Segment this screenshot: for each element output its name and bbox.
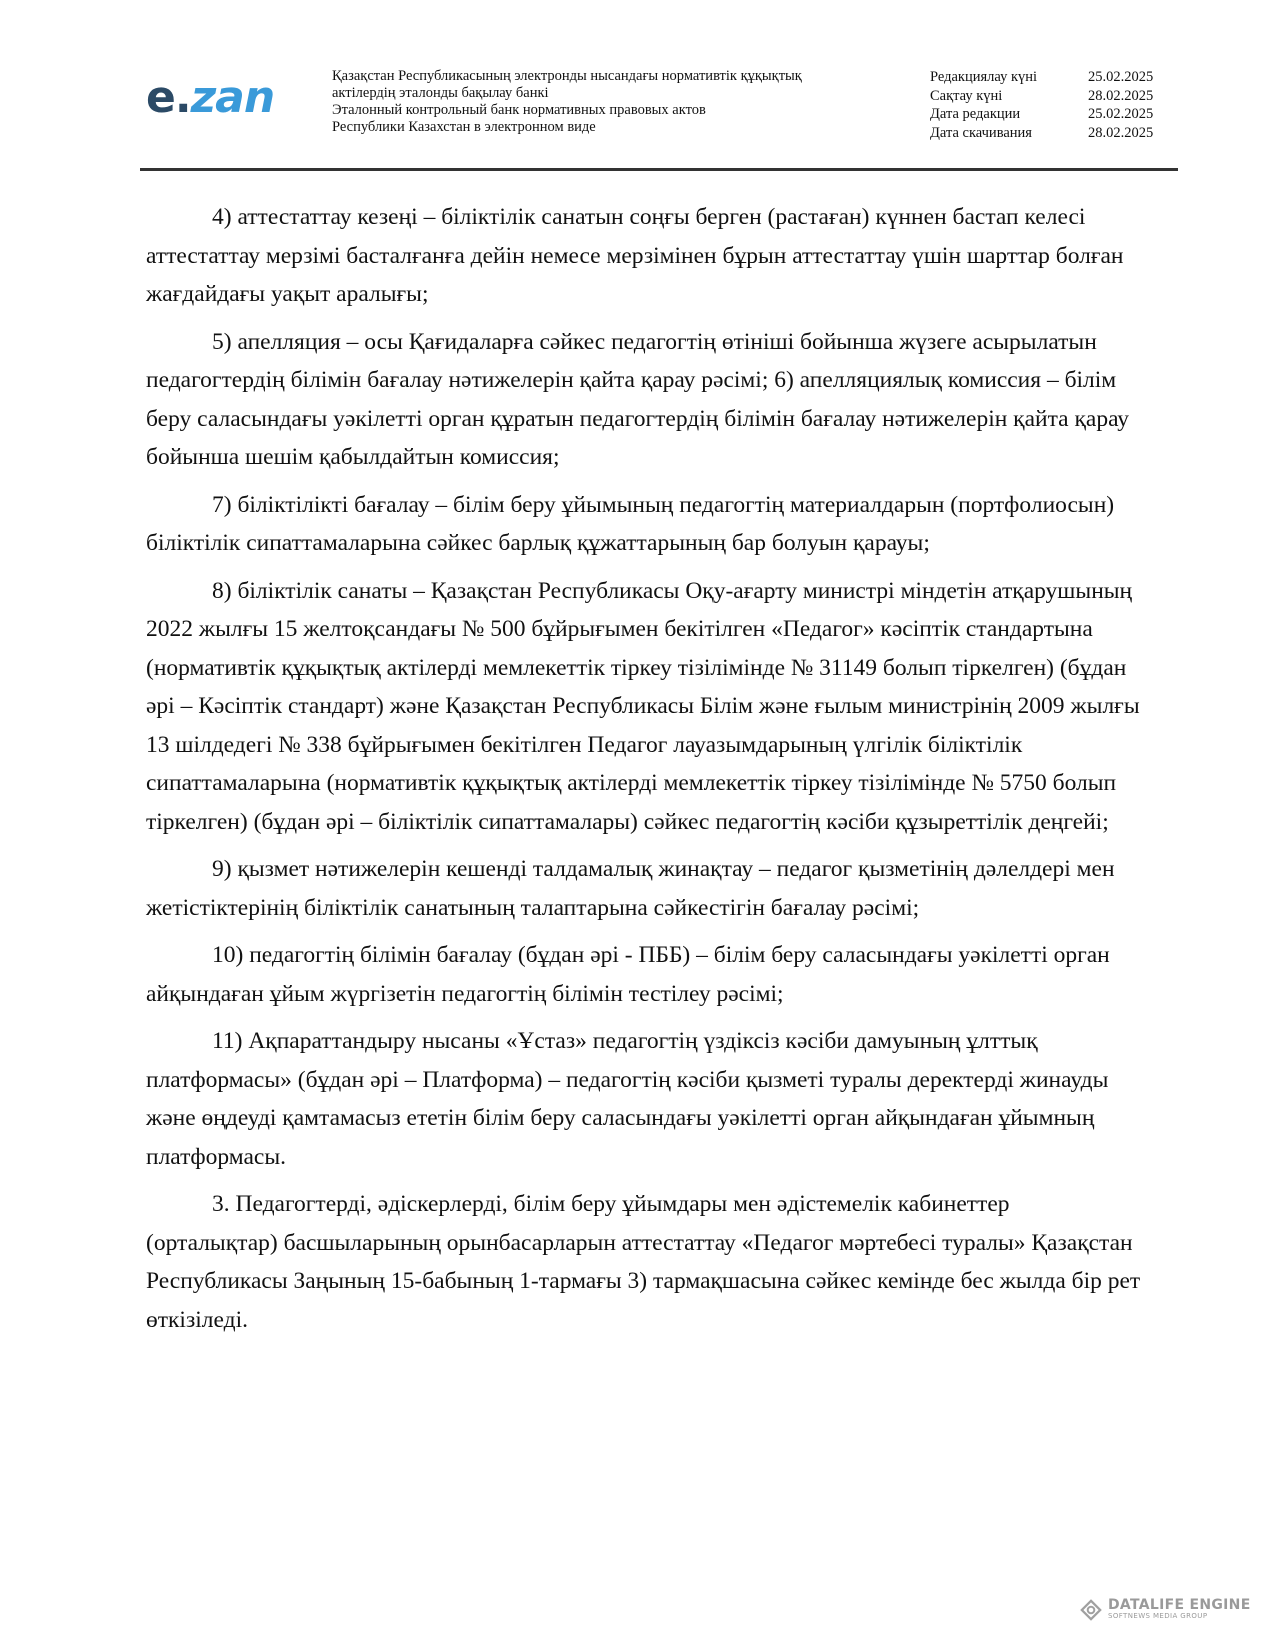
document-header — [142, 66, 1172, 166]
paragraph-item-7: 7) біліктілікті бағалау – білім беру ұйымының педагогтің материалдарын (портфолиосын) біліктілік сипаттамаларына сәйкес барлық құжаттарының бар болуын қарауы; — [146, 491, 1115, 556]
date-value: 25.02.2025 — [1088, 69, 1154, 85]
logo-dot: . — [174, 72, 191, 123]
org-line: Қазақстан Республикасының электронды нысандағы нормативтік құқықтық — [332, 68, 802, 84]
datalife-engine-logo-icon — [1080, 1599, 1102, 1621]
logo-suffix: zan — [190, 72, 275, 123]
watermark-text — [1108, 1598, 1251, 1621]
watermark — [1080, 1598, 1251, 1621]
paragraph-item-8: 8) біліктілік санаты – Қазақстан Республикасы Оқу-ағарту министрі міндетін атқарушының 2022 жылғы 15 желтоқсандағы № 500 бұйрығымен бекітілген «Педагог» кәсіптік стандартына (нормативтік құқықтық актілерді мемлекеттік тіркеу тізілімінде № 31149 болып тіркелген) (бұдан әрі – Кәсіптік стандарт) және Қазақстан Республикасы Білім және ғылым министрінің 2009 жылғы 13 шілдедегі № 338 бұйрығымен бекітілген Педагог лауазымдарының үлгілік біліктілік сипаттамаларына (нормативтік құқықтық актілерді мемлекеттік тіркеу тізілімінде № 5750 болып тіркелген) (бұдан әрі – біліктілік сипаттамалары) сәйкес педагогтің кәсіби құзыреттілік деңгейі; — [146, 577, 1140, 835]
date-label: Дата скачивания — [930, 124, 1032, 141]
date-value: 25.02.2025 — [1088, 106, 1154, 122]
paragraph-clause-3: 3. Педагогтерді, әдіскерлерді, білім беру ұйымдары мен әдістемелік кабинеттер (орталықтар) басшыларының орынбасарларын аттестаттау «Педагог мәртебесі туралы» Қазақстан Республикасы Заңының 15-бабының 1-тармағы 3) тармақшасына сәйкес кемінде бес жылда бір рет өткізіледі. — [146, 1191, 1141, 1333]
date-label: Редакциялау күні — [930, 69, 1038, 85]
org-line: Республики Казахстан в электронном виде — [332, 119, 596, 135]
date-label: Дата редакции — [930, 106, 1021, 122]
paragraph-item-11: 11) Ақпараттандыру нысаны «Ұстаз» педагогтің үздіксіз кәсіби дамуының ұлттық платформасы» (бұдан әрі – Платформа) – педагогтің кәсіби қызметі туралы деректерді жинауды және өңдеуді қамтамасыз ететін білім беру саласындағы уәкілетті орган айқындаған ұйымның платформасы. — [146, 1028, 1109, 1170]
date-label: Сақтау күні — [930, 87, 1003, 104]
date-row-edit-kz — [930, 68, 1153, 87]
logo-prefix: e — [146, 72, 175, 123]
organization-title — [332, 68, 802, 136]
watermark-title: DATALIFE ENGINE — [1108, 1597, 1251, 1613]
date-row-save-kz — [930, 87, 1153, 106]
watermark-subtitle: SOFTNEWS MEDIA GROUP — [1108, 1612, 1208, 1620]
date-value: 28.02.2025 — [1088, 124, 1154, 141]
paragraph-item-10: 10) педагогтің білімін бағалау (бұдан әрі - ПББ) – білім беру саласындағы уәкілетті орган айқындаған ұйым жүргізетін педагогтің білімін тестілеу рәсімі; — [146, 942, 1110, 1007]
date-row-edit-ru — [930, 105, 1153, 124]
date-info — [930, 68, 1153, 142]
header-divider — [140, 168, 1178, 171]
date-value: 28.02.2025 — [1088, 87, 1154, 104]
document-body — [146, 198, 1146, 1348]
date-row-download-ru — [930, 124, 1153, 143]
paragraph-item-5-6: 5) апелляция – осы Қағидаларға сәйкес педагогтің өтініші бойынша жүзеге асырылатын педагогтердің білімін бағалау нәтижелерін қайта қарау рәсімі; 6) апелляциялық комиссия – білім беру саласындағы уәкілетті орган құратын педагогтердің білімін бағалау нәтижелерін қайта қарау бойынша шешім қабылдайтын комиссия; — [146, 328, 1130, 470]
paragraph-item-9: 9) қызмет нәтижелерін кешенді талдамалық жинақтау – педагог қызметінің дәлелдері мен жетістіктерінің біліктілік санатының талаптарына сәйкестігін бағалау рәсімі; — [146, 856, 1115, 921]
org-line: актілердің эталонды бақылау банкі — [332, 85, 549, 101]
ezan-logo — [146, 72, 275, 123]
org-line: Эталонный контрольный банк нормативных правовых актов — [332, 102, 706, 118]
paragraph-item-4: 4) аттестаттау кезеңі – біліктілік санатын соңғы берген (растаған) күннен бастап келесі аттестаттау мерзімі басталғанға дейін немесе мерзімінен бұрын аттестаттау үшін шарттар болған жағдайдағы уақыт аралығы; — [146, 204, 1124, 307]
